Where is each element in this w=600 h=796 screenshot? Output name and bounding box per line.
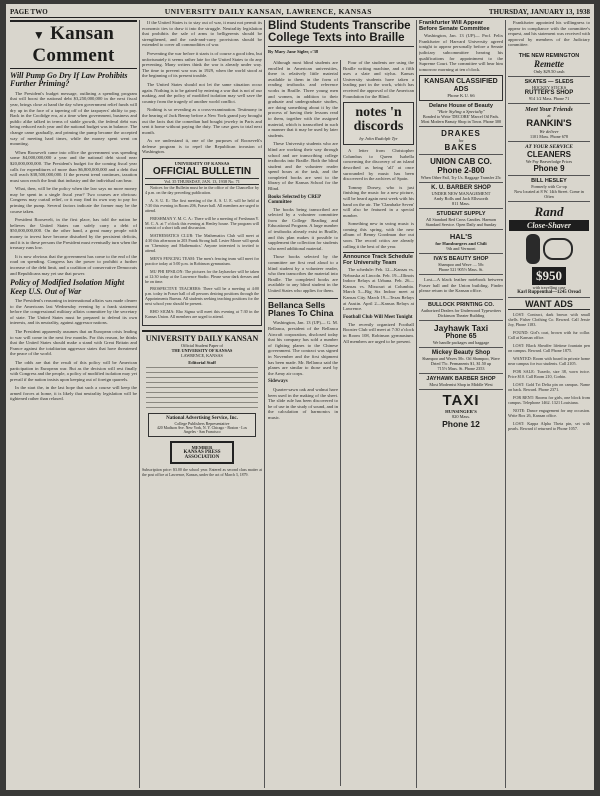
barber-sub: UNDER NEW MANAGEMENT xyxy=(431,191,491,196)
comment-banner: ▼ Kansan Comment xyxy=(10,20,137,69)
column-rule xyxy=(139,20,140,788)
meet-text: Meet Your Friends xyxy=(525,105,573,113)
bulletin-dateline: Vol. 35 THURSDAY, JAN. 13, 1938 No. 71 xyxy=(145,178,259,185)
official-bulletin xyxy=(142,158,262,326)
football-body: The recently organized Football Booster Club will meet at 7:30 o'clock in Room 108, Robinson gymnasium. All members are urged to be present. xyxy=(343,321,414,344)
advert-title: National Advertising Service, Inc. xyxy=(166,415,238,421)
football-headline: Football Club Will Meet Tonight xyxy=(343,314,413,320)
frankfurter-headline: Frankfurter Will Appear Before Senate Committee xyxy=(419,20,490,33)
want-ads-header: WANT ADS xyxy=(508,300,590,310)
hals-body: for Hamburgers and Chili xyxy=(435,241,487,246)
braille-subhead: Books Selected by CREP Committee xyxy=(268,194,321,205)
notes-headline: notes 'n discords xyxy=(353,105,404,135)
comment-headline-2: Policy of Modified Isolation Might Keep U.S. Out of War xyxy=(10,278,125,296)
remette-price: Only $29.50 cash xyxy=(533,68,565,74)
jayhawk-barber-ad xyxy=(419,374,503,390)
folio-date: THURSDAY, JANUARY 13, 1938 xyxy=(488,7,590,16)
barber-addr: 811 Mass. xyxy=(452,201,470,206)
shaver-icon xyxy=(526,234,540,264)
bellanca-headline: Bellanca Sells Planes To China xyxy=(268,299,334,319)
rankins-ad xyxy=(508,104,590,142)
bullock-body: Authorized Dealers for Underwood Typewriters xyxy=(420,307,502,313)
rankins-name: RANKIN'S xyxy=(526,117,572,129)
skates-body: HOCKEY STICKS xyxy=(531,84,567,90)
slide-headline: Sideways xyxy=(268,379,288,385)
hals-head: HAL'S xyxy=(449,232,473,241)
hals-ad xyxy=(419,230,503,254)
supply-head: STUDENT SUPPLY xyxy=(436,211,486,217)
union-body: When Other Fail, Try Us. Baggage Transfer 25c xyxy=(420,175,502,180)
skates-head: SKATES — SLEDS xyxy=(524,78,574,85)
ivas-head: IVA'S BEAUTY SHOP xyxy=(433,256,489,262)
braille-body-1: Although most blind students are enrolled in American universities, there is relatively little material available to them in the form of reading textbooks and reference works in Braille. Three young men and women, in addition to their graduate and undergraduate studies, are doing something about it by the process of having their lessons read to them, together with the assigned material, which is transcribed in such a manner that it may be used by later students. These University students who are blind are working their way through school and are transcribing college textbooks into Braille. Both the blind student and the volunteer reader spend hours at the task, and the completed books are sent to the library of the Kansas School for the Blind. xyxy=(268,60,338,192)
ku-barber-ad xyxy=(419,183,503,209)
advert-cities: 420 Madison Ave. New York, N. Y. Chicago - Boston - Los Angeles - San Francisco xyxy=(157,425,247,434)
union-head: UNION CAB CO. xyxy=(430,157,492,166)
classified-column xyxy=(419,20,503,788)
national-advertising xyxy=(148,413,256,437)
rand-shaver-ad xyxy=(508,202,590,298)
classified-header xyxy=(419,75,503,101)
phone9: Phone 9 xyxy=(533,163,565,173)
service-head: AT YOUR SERVICE xyxy=(525,143,573,150)
braille-byline: By Mary Jane Sigler, c'38 xyxy=(268,49,319,55)
deliver-text: We deliver xyxy=(539,128,559,134)
rand-name: Rand xyxy=(534,203,564,219)
comment-body-2: The President's reasoning in international affairs was made clearer to the Americans last Wednesday evening by a frank statement before the congressional military affairs committee by the secretary of state. The United States must be prepared to defend its own interests, and its neutrality, against aggressor nations. The President apparently assumes that an European crisis leading to war will come in the next few months. For this reason, he thinks that the United States should make a stand with Great Britain and France against the totalitarian aggressor states that have threatened the peace of the world. The odds are that the result of this policy will be American participation in European war. But as the decision will rest finally with Congress and the people, a policy of modified isolation may yet prevail if the nation insists upon keeping out of foreign quarrels. In the start the, in the last hope that such a course will keep the armed forces at home, it is likely that neutrality legislation will be tightened rather than relaxed. xyxy=(10,297,137,402)
shaver-case-icon xyxy=(543,238,573,260)
rutter-addr: 914 1/2 Mass. Phone 71 xyxy=(528,95,570,101)
drakes-sub: for xyxy=(458,138,464,143)
bullock-addr: Dickinson Theater Building xyxy=(437,312,485,318)
remette-head: THE NEW REMINGTON xyxy=(518,52,580,59)
frankfurter-body: Washington, Jan. 13 (UP)— Prof. Felix Frankfurter of Harvard University agreed tonight to appear personally before a Senate judiciary subcommittee hearing his qualifications for appointment to the Supreme Court. The committee will hear him tomorrow morning at ten o'clock. xyxy=(419,33,503,72)
remington-ad xyxy=(508,51,590,77)
jbarber-body: Most Modernist Shop in Middle West xyxy=(429,381,493,387)
column-rule xyxy=(505,20,506,788)
deliver-addr: 1101 Mass. Phone 678 xyxy=(530,133,568,139)
taxi-sub: HUNSINGER'S xyxy=(445,408,477,414)
union-cab-ad xyxy=(419,155,503,183)
schedule-headline: Announce Track Schedule For University Team xyxy=(343,254,413,267)
supply-body: All Standard Red Cross Candies. Harmon Standard Service. Open Daily and Sunday xyxy=(425,217,497,227)
at-text: at xyxy=(547,112,551,118)
mickey-body: Shampoo and Waves 50c. Oil Shampoo, Wave Dried 75c. Permanents $1, $1.50 up xyxy=(422,355,500,366)
barber-head: K. U. BARBER SHOP xyxy=(431,185,491,191)
comment-column xyxy=(10,20,137,788)
taxi-phone: Phone 12 xyxy=(442,418,480,429)
braille-headline: Blind Students Transcribe College Texts into Braille xyxy=(268,20,414,47)
jayhawk-phone: Phone 65 xyxy=(445,332,477,340)
rutter-name: RUTTER'S SHOP xyxy=(524,89,574,96)
middle-body: If the United States is to stay out of war, it must not permit its economic ties to draw it into the struggle. Neutrality legislation that prohibits the sale of arms to belligerents should be strengthened, and the cash-and-carry provisions should be extended to cover all commodities of war. Preventing the war before it starts is of course a good idea, but unfortunately it seems rather late for the United States to do any preventing. Many writers think the war is already under way. The time to prevent war was in 1929, when the world stood at the beginning of its present trouble. The United States should not let the same situation occur again. Nothing is to be gained by entering a war that is not of our making, and the policy of modified isolation may well save the country from the tragedy of another world conflict. Nothing is so revealing as a cross-examination. Testimony in the hearing of Jack Benny before a New York grand jury brought out the facts that the comedian had bought jewelry in Paris and sent it home without paying the duty. The case goes to trial next month. As we understand it, one of the purposes of Roosevelt's defense program is to repel the Republican invasion of Washington. xyxy=(142,20,262,155)
masthead-title: UNIVERSITY DAILY KANSAN xyxy=(145,333,259,343)
hesley-sub: Now located at 8 W. 14th Street. Come in Often xyxy=(514,188,584,199)
jayhawk-sub: We handle packages and baggage xyxy=(432,339,490,345)
masthead-staff: Editorial Staff xyxy=(188,359,216,365)
bulletin-title: OFFICIAL BULLETIN xyxy=(152,166,252,178)
notes-byline: by John Rudolph Tyr xyxy=(359,136,398,142)
column-rule xyxy=(416,20,417,788)
schedule-body: The schedule: Feb. 12—Kansas vs. Nebraska at Lincoln. Feb. 19—Illinois Indoor Relays at Urbana. Feb. 26—Kansas vs. Missouri at Columbia. March 5—Big Six Indoor meet at Kansas City. March 19—Texas Relays at Austin. April 2—Kansas Relays at Lawrence. xyxy=(343,266,414,312)
jayhawk-taxi-ad xyxy=(419,321,503,348)
folio-page: PAGE TWO xyxy=(10,7,48,16)
logo-press: KANSAS PRESS ASSOCIATION xyxy=(183,449,221,460)
masthead-sub3: LAWRENCE, KANSAS xyxy=(181,352,223,358)
masthead xyxy=(142,330,262,477)
press-association-logo xyxy=(170,441,234,464)
bulletin-pretitle: UNIVERSITY OF KANSAS xyxy=(174,161,230,167)
taxi-head: TAXI xyxy=(442,391,480,409)
student-supply-ad xyxy=(419,209,503,230)
folio-masthead: UNIVERSITY DAILY KANSAN, LAWRENCE, KANSAS xyxy=(164,7,372,16)
drakes-bakes: BAKES xyxy=(444,143,478,152)
bullock-head: BULLOCK PRINTING CO. xyxy=(428,301,494,308)
ivas-addr: Phone 521 905½ Mass. St. xyxy=(438,267,484,272)
delane-ad xyxy=(419,101,503,127)
masthead-sub2: THE UNIVERSITY OF KANSAS xyxy=(171,347,233,353)
logo-member: MEMBER xyxy=(191,444,213,450)
classified-title: KANSAN CLASSIFIED ADS xyxy=(424,78,498,93)
rutter-ad xyxy=(508,77,590,104)
masthead-sub1: Official Student Paper of xyxy=(181,342,223,348)
karl-agent: Karl Ruppenthal—1245 Oread xyxy=(517,289,581,295)
shaver-price: $950 xyxy=(532,267,566,285)
comment-body: The President's budget message, outlining a spending program that will boost the national debt $3,250,000,000 in the next fiscal year, brings close at hand the day when government relief funds will dry up in the face of a tapering off of the taxpayers' ability to pay. Back in the Coolidge era, at a time when government, business and public alike talked in terms of stable growth, the federal debt was being reduced each year and the national budget was in balance. The change came gradually, and priming the pump became the accepted way of meeting hard times, while the money spent went on mounting. When Roosevelt came into office the government was spending some $4,000,000,000 a year and the national debt stood near $20,000,000,000. The President's budget for the coming fiscal year calls for expenditures of more than $6,800,000,000 and a debt that will reach $38,500,000,000. If the present trend continues, taxation must soon reach the limit that industry and the individual can bear. What, then, will be the policy when the law says no more money may be spent in a single fiscal year? Two courses are obvious: Congress may curtail relief, or it may find its own way to pay for priming the pump. Several factors indicate the former may be the course taken. President Roosevelt, in the first place, has told the nation he believes the United States can safely carry a debt of $50,000,000,000. On the other hand, a great many people with money to invest have become disturbed by the persistent deficits, and it is to these persons the President must eventually turn when the treasury runs low. It is now obvious that the government has come to the end of the road on spending. Congress has the power to prohibit a further increase of the debt limit, and a coalition of conservative Democrats and Republicans may yet use that power. xyxy=(10,90,137,276)
mickey-head: Mickey Beauty Shop xyxy=(431,349,491,356)
folio-bar xyxy=(10,6,590,18)
lost-notice: Lost—A black leather notebook between Fraser hall and the Union building. Finder please return to the Kansan office. xyxy=(419,275,503,300)
column-rule xyxy=(264,20,265,788)
drakes-name: DRAKES xyxy=(441,129,481,138)
bullock-ad xyxy=(419,300,503,321)
braille-column-2 xyxy=(343,60,414,786)
close-shaver-banner: Close-Shaver xyxy=(509,220,589,231)
newspaper-page xyxy=(6,4,594,790)
middle-column xyxy=(142,20,262,788)
hesley-name: BILL HESLEY xyxy=(531,177,567,184)
delane-head: Delane House of Beauty xyxy=(428,103,494,109)
braille-column-1 xyxy=(268,60,338,786)
frankfurter-continued: Frankfurter appointed his willingness to appear in compliance with the committee's request, and his statement was received with approval by members of the Judiciary committee. xyxy=(508,20,590,48)
classified-phone: Phone K.U. 66 xyxy=(447,93,475,98)
masthead-note: Subscription price: $3.00 the school year. Entered as second class matter at the post office at Lawrence, Kansas, under the act of March 3, 1879. xyxy=(142,467,262,477)
remette-name: Remette xyxy=(534,58,564,69)
cleaners-ad xyxy=(508,142,590,176)
track-schedule xyxy=(343,252,414,344)
shaver-illustration xyxy=(509,234,589,264)
advert-sub: College Publishers Representative xyxy=(174,420,230,426)
notes-discords-box xyxy=(343,102,414,145)
jayhawk-head: Jayhawk Taxi xyxy=(433,322,489,333)
ivas-body: Shampoo and Wave .... 50c xyxy=(438,262,484,267)
taxi-addr: 820 Mass. xyxy=(451,413,471,419)
right-ads-column xyxy=(508,20,590,788)
want-ads-list: LOST: Contract, dark brown with small shells. Fisher Clothing Co. Reward. Call Jessie Joy, Phone 1183. FOUND: Girl's coat, brown with fur collar. Call at Kansan office. LOST: Black Sheaffer lifetime fountain pen on campus. Reward. Call Phone 1875. WANTED: Room with board in private home near campus for two students. Call 2105. FOR SALE: Tuxedo, size 38, worn twice. Price $10. Call Room 210, Corbin. LOST: Gold Tri Delta pin on campus. Name on back. Reward. Phone 2371. FOR RENT: Rooms for girls, one block from campus. Telephone 1462. 1321 Louisiana. NOTE: Dance engagement for any occasion. Write Box 26, Kansan office. LOST: Kappa Alpha Theta pin, set with pearls. Reward if returned to Phone 1057. xyxy=(508,312,590,432)
slide-story: Sideways Quarter-sawn oak and walnut have been used in the making of the sheet. The slide rule has been discovered to be of use in the study of sound, and in the calculation of harmonics in music. xyxy=(268,379,338,420)
cleaners-name: CLEANERS xyxy=(526,149,571,159)
mickey-phone: 715½ Mass. St. Phone 2353 xyxy=(437,365,485,371)
bellanca-story xyxy=(268,298,338,377)
jbarber-head: JAYHAWK BARBER SHOP xyxy=(426,375,496,382)
staff-list xyxy=(146,367,258,411)
drakes-ad xyxy=(419,127,503,155)
hesley-body: Formerly with Co-op xyxy=(531,183,567,189)
hals-addr: 9th and Vermont xyxy=(446,246,476,251)
mickey-ad xyxy=(419,348,503,374)
hesley-ad xyxy=(508,176,590,202)
notes-body: A letter from Christopher Columbus to Queen Isabella concerning the discovery of an island described as being 'all' at once surrounded by music has been discovered in the archives of Spain. Tommy Dorsey, who is just finishing the music for a new picture, will be heard again next week with his band on the air. The 'Clambake Seven' will also be featured in a special number. Something new in swing music is coming this spring, with the new album of Benny Goodman due out soon. The record critics are already calling it the best of the year. xyxy=(343,148,414,249)
braille-body-3: Four of the students are using the Braille writing machine, and a fifth uses a slate and stylus. Kansas University students have taken a leading part in the work, which has received the approval of the American Foundation for the Blind. xyxy=(343,60,414,99)
price-sub: with travelling case xyxy=(532,284,566,290)
bulletin-items: Notices for the Bulletin must be in the office of the Chancellor by 4 p.m. on the day preceding publication. A. S. U. E.: The first meeting of the A. S. U. E. will be held at 7:30 this evening in Room 206, Fraser hall. All members are urged to attend. FRESHMAN Y. M. C. A.: There will be a meeting of Freshman Y. M. C. A. at 7 o'clock this evening at Henley house. The program will consist of a short talk and discussion. MATHEMATICS CLUB: The Mathematics Club will meet at 4:30 this afternoon in 203 Frank Strong hall. Lester Moore will speak on 'Chemistry and Mathematics.' Anyone interested is invited to attend. MEN'S FENCING TEAM: The men's fencing team will meet for practice today at 5:00 p.m. in Robinson gymnasium. MU PHI EPSILON: The pictures for the Jayhawker will be taken at 12:30 today at the Lawrence Studio. Please wear dark dresses and be on time. PROSPECTIVE TEACHERS: There will be a meeting at 4:00 p.m. today in Fraser hall of all persons desiring positions through the Appointments Bureau. All students seeking teaching positions for the next school year should be present. RHO SIGMA: Rho Sigma will meet this evening at 7:30 in the Kansas Union. All members are urged to attend. xyxy=(145,185,259,319)
delane-body: Bonded to Write 'DECORE' Marcel Oil Pads. Most Modern Beauty Shop in Town. Phone 300 xyxy=(420,114,502,124)
taxi-ad xyxy=(419,390,503,431)
braille-body-2: The books being transcribed are selected by a volunteer committee from the College Reading and Educational Program. A large number of textbooks already exist in Braille, and this plan makes it possible to supplement the collection for students who need additional material. Those books selected by the committee are first read aloud to a blind student by a volunteer reader, who then transcribes the material into Braille. The completed books are available to any blind student in the United States who applies for them. xyxy=(268,206,338,293)
comment-headline-1: Will Pump Go Dry If Law Prohibits Further Priming? xyxy=(10,71,128,89)
union-phone: Phone 2-800 xyxy=(437,166,485,175)
barber-names: Andy Rolls and Jack Ellsworth xyxy=(433,196,489,201)
delane-tag: "Hair Styling a Specialty" xyxy=(437,109,485,114)
ivas-ad xyxy=(419,254,503,275)
column-rule xyxy=(340,60,341,786)
bellanca-body: Washington, Jan. 13 (UP)— G. M. Bellanca, president of the Bellanca Aircraft corporation, disclosed today that his company has sold a number of fighting planes to the Chinese government. The contract was signed in November and the first shipment has been made. Mr. Bellanca said the planes are similar to those used by the Army air corps. xyxy=(268,320,338,376)
beaverlodge-text: We Pay Beaverlodge Prices xyxy=(525,158,573,164)
